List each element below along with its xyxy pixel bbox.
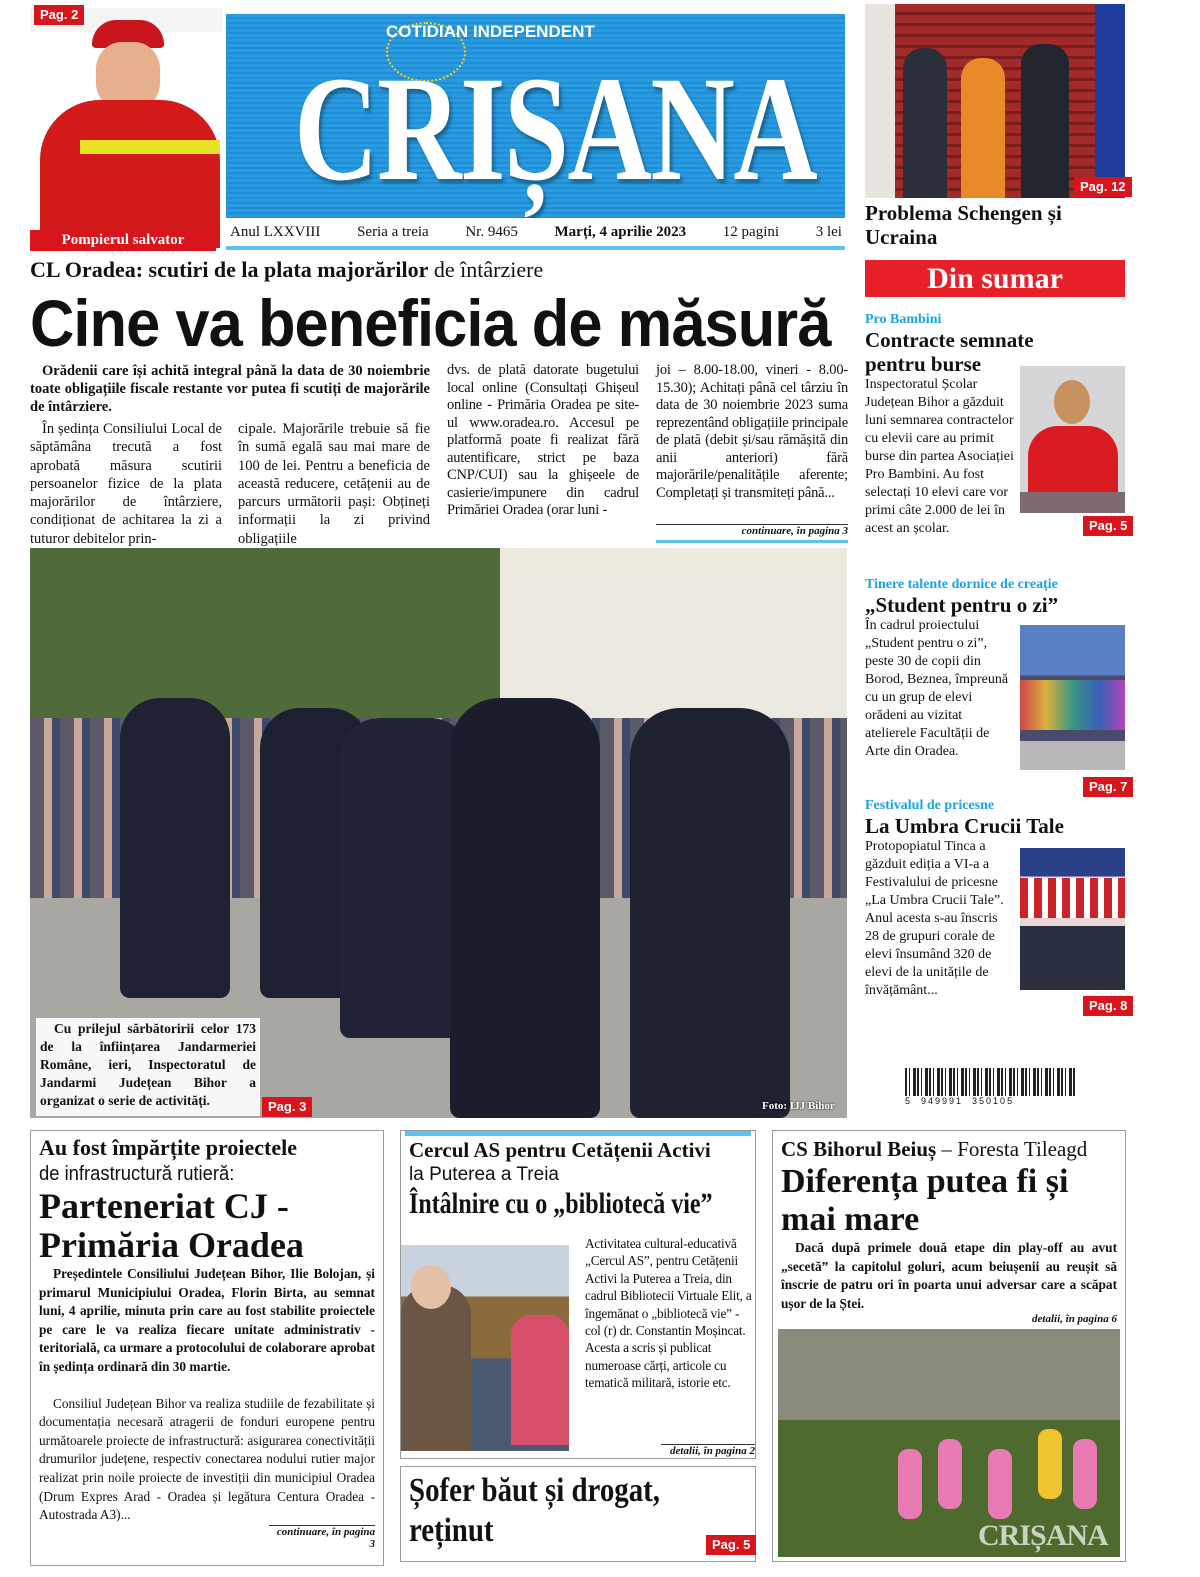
issue-date: Marți, 4 aprilie 2023 (554, 224, 687, 240)
issue-pages: 12 pagini (722, 224, 780, 240)
article-kicker: Cercul AS pentru Cetățenii Activi (409, 1138, 711, 1162)
page-badge[interactable]: Pag. 3 (262, 1097, 312, 1117)
photo-credit: Foto: IJJ Bihor (762, 1100, 835, 1112)
item-body: Inspectoratul Școlar Județean Bihor a găzduit luni semnarea contractelor cu elevii care au primit burse din partea Asociației Pro Bambini. Au fost selectați 10 elevi care vor primi câte 2.000 de lei în acest an școlar. (865, 377, 1014, 536)
divider (656, 540, 848, 543)
issue-series: Seria a treia (357, 224, 429, 240)
article-column: cipale. Majorările trebuie să fie în sumă egală sau mai mare de 100 de lei. Pentru a beneficia de această reducere, cetățenii au de parcurs următorii pași: Obțineți informații la zi privind obligațiile (238, 421, 430, 547)
item-kicker: Tinere talente dornice de creație (865, 577, 1058, 592)
teaser-title[interactable]: Problema Schengen și Ucraina (865, 201, 1062, 249)
divider (226, 246, 845, 250)
lead-lede: Orădenii care își achită integral până la data de 30 noiembrie toate obligațiile fiscale restante vor putea fi scutiți de majorările de întârziere. (30, 363, 430, 415)
continuation-link[interactable]: detalii, în pagina 6 (1032, 1313, 1117, 1326)
photo-caption: Cu prilejul sărbătoririi celor 173 de la înființarea Jandarmeriei Române, ieri, Inspectoratul de Jandarmi Județean Bihor a organizat o serie de activități. (36, 1018, 260, 1116)
masthead-subtitle: COTIDIAN INDEPENDENT (386, 22, 595, 41)
item-title: Contracte semnate pentru burse (865, 328, 1034, 376)
schengen-photo (865, 4, 1125, 198)
choir-photo (1020, 848, 1125, 990)
article-kicker: Au fost împărțite proiectele (39, 1135, 298, 1160)
item-title: „Student pentru o zi” (865, 593, 1059, 617)
article-lede: Dacă după primele două etape din play-off au avut „secetă” la capitolul goluri, acum beiușenii au reușit să înscrie de patru ori în poarta unui adversar care a scăpat ușor de la Ștei. (781, 1240, 1117, 1311)
photo-caption: Pompierul salvator (30, 230, 216, 251)
scholarship-photo (1020, 366, 1125, 513)
item-kicker: Festivalul de pricesne (865, 798, 995, 813)
article-title: Întâlnire cu o „bibliotecă vie” (409, 1187, 713, 1220)
students-photo (1020, 625, 1125, 770)
page-badge[interactable]: Pag. 5 (706, 1535, 756, 1555)
lead-headline[interactable]: Cine va beneficia de măsură (30, 286, 831, 360)
lead-kicker: CL Oradea: scutiri de la plata majorărilor de întârziere (30, 257, 544, 282)
item-title: La Umbra Crucii Tale (865, 814, 1064, 838)
page-badge[interactable]: Pag. 5 (1083, 516, 1133, 536)
page-badge[interactable]: Pag. 8 (1083, 996, 1133, 1016)
article-subkicker: la Puterea a Treia (409, 1164, 559, 1185)
watermark-logo: CRIȘANA (978, 1519, 1108, 1552)
item-body: În cadrul proiectului „Student pentru o zi”, peste 30 de copii din Borod, Beznea, împreună cu un grup de elevi orădeni au vizitat atelierele Facultății de Arte din Oradea. (865, 618, 1009, 759)
page-badge[interactable]: Pag. 7 (1083, 777, 1133, 797)
article-title: Parteneriat CJ - Primăria Oradea (39, 1186, 304, 1265)
continuation-link[interactable]: detalii, în pagina 2 (661, 1444, 755, 1457)
infrastructure-article[interactable] (30, 1130, 384, 1566)
issue-number: Nr. 9465 (465, 224, 518, 240)
football-photo (778, 1329, 1120, 1557)
article-column: dvs. de plată datorate bugetului local online (Consultați Ghișeul online - Primăria Oradea pe site-ul www.oradea.ro. Accesul pe platformă poate fi realizat fără autentificare, strict pe baza CNP/CUI) sau la ghișeele de casierie/impunere din cadrul Primăriei Oradea (orar luni - (447, 362, 639, 518)
article-column: În ședința Consiliului Local de săptămâna trecută a fost aprobată măsura scutirii persoanelor fizice de la plata majorărilor de întârziere, condiționat de achitarea la zi a tuturor debitelor prin- (30, 421, 222, 547)
article-title: Șofer băut și drogat, reținut (409, 1472, 661, 1549)
page-badge[interactable]: Pag. 2 (34, 5, 84, 25)
item-body: Protopopiatul Tinca a găzduit ediția a VI-a a Festivalului de pricesne „La Umbra Crucii Tale”. Anul acesta s-au înscris 28 de grupuri corale de elevi însumând 320 de elevi de la unitățile de învățământ... (865, 839, 1004, 998)
item-kicker: Pro Bambini (865, 312, 942, 327)
page-badge[interactable]: Pag. 12 (1074, 177, 1132, 197)
continuation-link[interactable]: continuare, în pagina 3 (656, 524, 848, 537)
issue-info (230, 224, 842, 241)
article-title: Diferența putea fi și mai mare (781, 1163, 1069, 1238)
brief-article[interactable] (400, 1466, 756, 1562)
library-article[interactable] (400, 1130, 756, 1459)
barcode: 5 949991 350105 (905, 1068, 1075, 1108)
article-lede: Președintele Consiliului Județean Bihor, Ilie Bolojan, și primarul Municipiului Oradea, Florin Birta, au semnat luni, 4 aprilie, minuta prin care au fost stabilite proiectele pe care le va realiza fiecare unitate administrativ - teritorială, ca urmare a protocolului de colaborare aprobat în ședința ordinară din 30 martie. (39, 1266, 375, 1374)
firefighter-photo (30, 8, 222, 248)
article-body: Activitatea cultural-educativă „Cercul AS”, pentru Cetățenii Activi la Puterea a Treia, din cadrul Bibliotecii Virtuale Elit, a îngemănat o „bibliotecă vie” - col (r) dr. Constantin Moșincat. Acesta a scris și publicat numeroase cărți, articole cu tematică militară, istorie etc. (585, 1236, 752, 1391)
summary-header: Din sumar (865, 260, 1125, 297)
library-photo (401, 1245, 569, 1451)
article-subkicker: de infrastructură rutieră: (39, 1163, 235, 1185)
masthead-title: CRIȘANA (294, 46, 817, 212)
article-column: joi – 8.00-18.00, vineri - 8.00-15.30); Achitați până cel târziu în data de 30 noiembrie 2023 suma reprezentând obligațiile principale de plată (debit și/sau rămășită din anii anteriori) fără majorările/penalitățile aferente; Completați și transmiteți până... (656, 362, 848, 501)
issue-price: 3 lei (815, 224, 842, 240)
article-kicker: CS Bihorul Beiuș – Foresta Tileagd (781, 1137, 1088, 1161)
masthead-logo[interactable] (226, 14, 845, 218)
football-article[interactable] (772, 1130, 1126, 1562)
continuation-link[interactable]: continuare, în pagina 3 (269, 1525, 375, 1550)
issue-year: Anul LXXVIII (230, 224, 321, 240)
article-body: Consiliul Județean Bihor va realiza studiile de fezabilitate și documentația necesară atragerii de fonduri europene pentru următoarele proiecte de infrastructură: asigurarea conectivității drumurilor județene, respectiv conectarea nodului rutier major realizat prin noile proiecte de investiții din municipiul Oradea (Drum Expres Arad - Oradea și legătura Centura Oradea - Autostrada A3)... (39, 1395, 375, 1523)
